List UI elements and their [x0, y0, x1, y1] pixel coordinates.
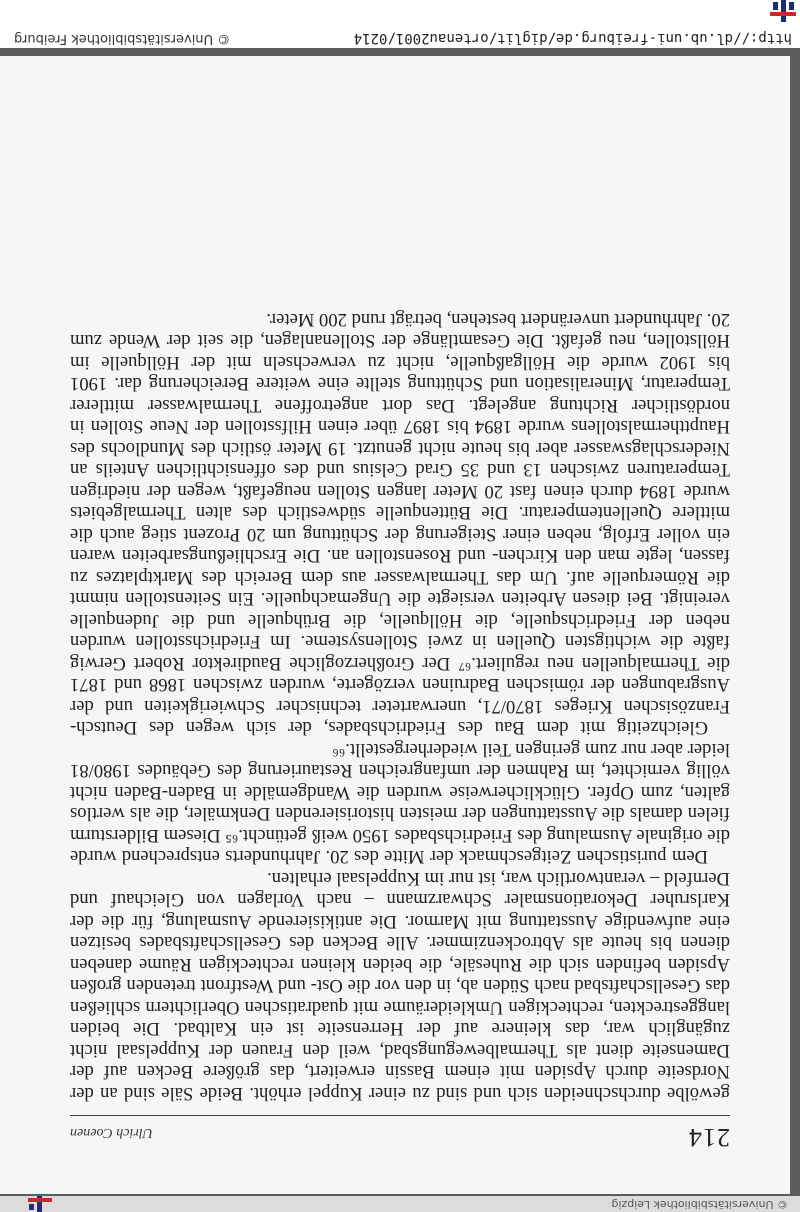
top-watermark-strip [0, 1196, 800, 1212]
paragraph-3: Gleichzeitig mit dem Bau des Friedrichsbades, der sich wegen des Deutsch-Französischen Krieges 1870/71, unerwarteter technischer Schwierigkeiten und der Ausgrabungen der römischen Badruinen verzögerte, wurden zwischen 1868 und 1871 die Thermalquellen neu reguliert.⁶⁷ Der Großherzogliche Baudirektor Robert Gerwig faßte die wichtigsten Quellen in zwei Stollensysteme. Im Friedrichsstollen wurden neben der Friedrichsquelle, die Höllquelle, die Brühquelle und die Judenquelle vereinigt. Bei diesen Arbeiten versiegte die Ungemachquelle. Ein Seitenstollen nimmt die Römerquelle auf. Um das Thermalwasser aus dem Bereich des Marktplatzes zu fassen, legte man den Kirchen- und Rosenstollen an. Die Erschließungsarbeiten waren ein voller Erfolg, neben einer Steigerung der Schüttung um 20 Prozent stieg auch die mittlere Quellentemperatur. Die Büttenquelle südwestlich des alten Thermalgebiets wurde 1894 durch einen fast 20 Meter langen Stollen neugefaßt, wegen der niedrigen Temperaturen zwischen 13 und 35 Grad Celsius und des offensichtlichen Anteils an Niederschlagswasser aber bis heute nicht genutzt. 19 Meter östlich des Mundlochs des Hauptthermalstollens wurde 1894 bis 1897 über einen Hilfsstollen der Neue Stollen in nordöstlicher Richtung angelegt. Das dort angetroffene Thermalwasser mittlerer Temperatur, Mineralisation und Schüttung stellte eine weitere Bereicherung dar. 1901 bis 1902 wurde die Höllgaßquelle, nicht zu verwechseln mit der Höllquelle im Höllstollen, neu gefaßt. Die Gesamtlänge der Stollenanlagen, die seit der Wende zum 20. Jahrhundert unverändert bestehen, beträgt rund 200 Meter. [70, 309, 730, 739]
library-copyright-text: © Universitätsbibliothek Freiburg [14, 31, 231, 46]
university-logo-icon [760, 0, 800, 22]
page-header [70, 1114, 730, 1154]
top-copyright-text: © Universitätsbibliothek Leipzig [611, 1198, 788, 1211]
body-text [70, 309, 730, 1105]
header-rule [70, 1115, 730, 1116]
paragraph-2: Dem puristischen Zeitgeschmack der Mitte des 20. Jahrhunderts entsprechend wurde die originale Ausmalung des Friedrichsbades 1950 weiß getüncht.⁶⁵ Diesem Bildersturm fielen damals die Ausstattungen der meisten historisierenden Denkmäler, die als wertlos galten, zum Opfer. Glücklicherweise wurden die Wandgemälde in Baden-Baden nicht völlig vernichtet, im Rahmen der umfangreichen Restaurierung des Gebäudes 1980/81 leider aber nur zum geringen Teil wiederhergestellt.⁶⁶ [70, 739, 730, 868]
document-page [0, 56, 790, 1194]
library-logo-icon [20, 1196, 60, 1212]
page-number: 214 [688, 1123, 730, 1152]
source-url-link[interactable]: http://dl.ub.uni-freiburg.de/diglit/ortenau2001/0214 [353, 30, 792, 46]
paragraph-1: gewölbe durchschneiden sich und sind zu einer Kuppel erhöht. Beide Säle sind an der Nordseite durch Apsiden mit einem Bassin erweitert, das größere Becken auf der Damenseite dient als Thermalbewegungsbad, weil den Frauen der Kuppelsaal nicht zugänglich war, das kleinere auf der Herrenseite ist ein Kaltbad. Die beiden langgestreckten, rechteckigen Umkleideräume mit quadratischen Oberlichtern schließen das Gesellschaftsbad nach Süden ab, in den vor die Ost- und Westfront tretenden großen Apsiden befinden sich die Ruhesäle, die beiden kleinen rechteckigen Räume daneben dienen bis heute als Abtrockenzimmer. Alle Becken des Gesellschaftsbades besitzen eine aufwendige Ausstattung mit Marmor. Die antikisierende Ausmalung, für die der Karlsruher Dekorationsmaler Schwarzmann – nach Vorlagen von Gleichauf und Dernfeld – verantwortlich war, ist nur im Kuppelsaal erhalten. [70, 868, 730, 1104]
running-head-author: Ulrich Coenen [70, 1125, 153, 1140]
bottom-source-strip [0, 0, 800, 48]
